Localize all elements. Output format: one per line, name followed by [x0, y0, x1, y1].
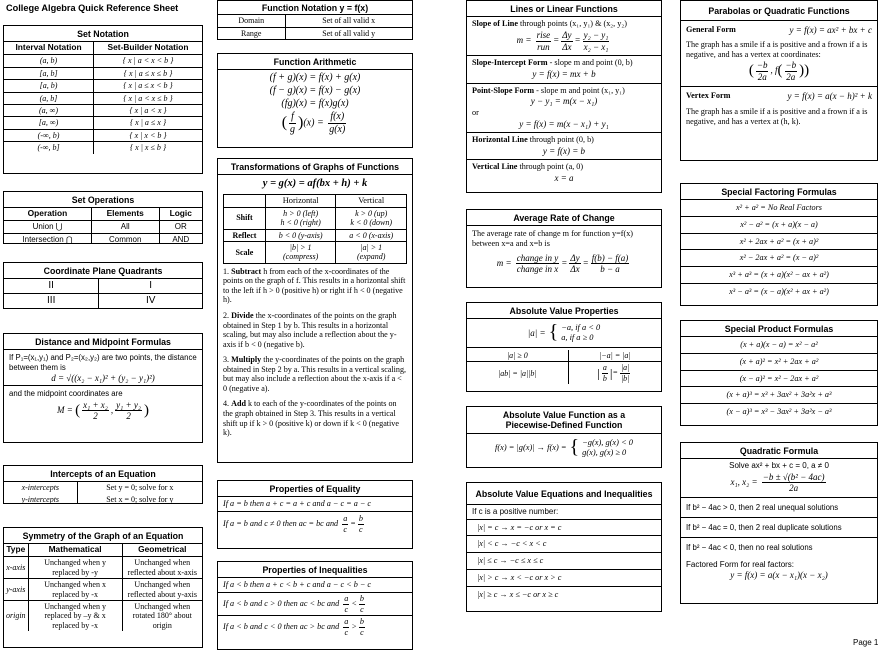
vl-formula: x = a	[554, 173, 574, 184]
symmetry-cell: y-axis	[4, 579, 28, 601]
symmetry-cell: origin	[4, 601, 28, 632]
set-notation-box	[3, 25, 203, 174]
symmetry-box	[3, 527, 203, 648]
set-builder-cell: { x | x ≤ b }	[94, 142, 202, 154]
set-notation-header: Set-Builder Notation	[94, 42, 202, 54]
distance-formula: d = √((x₂ − x₁)² + (y₂ − y₁)²)	[51, 372, 155, 383]
abs-equations-intro: If c is a positive number:	[467, 505, 661, 519]
distance-midpoint-title: Distance and Midpoint Formulas	[4, 334, 202, 350]
abs-def-lhs: |a| =	[527, 327, 546, 338]
abs-equation-row: |x| = c → x = −c or x = c	[467, 520, 661, 537]
quot-mid: (x) =	[303, 117, 324, 129]
set-builder-cell: { x | a < x }	[94, 105, 202, 117]
symmetry-cell: Unchanged when rotated 180° about origin	[122, 601, 202, 632]
general-form-label: General Form	[686, 25, 736, 35]
function-arithmetic-box	[217, 53, 413, 148]
interval-cell: (a, b]	[4, 92, 94, 104]
vertex-x-den: 2a	[757, 71, 767, 82]
symmetry-header: Type	[4, 544, 28, 556]
trans-cell: Shift	[224, 207, 266, 229]
slope-den: run	[537, 41, 550, 52]
discriminant-case: If b² − 4ac > 0, then 2 real unequal solutions	[681, 498, 877, 518]
fn-arith-prod: (fg)(x) = f(x)g(x)	[281, 97, 349, 109]
factored-label: Factored Form for real factors:	[686, 559, 795, 569]
linear-functions-title: Lines or Linear Functions	[467, 1, 661, 17]
ineq-frac-den: c	[360, 628, 364, 638]
quot-rhs-num: f(x)	[328, 111, 346, 124]
function-notation-box	[217, 0, 413, 40]
transformation-step: 3. Multiply the y-coordinates of the points on the graph obtained in Step 2 by a. This results in a vertical scaling, but may also include a reflection about the x-axis if a < 0 (negative a).	[223, 355, 407, 393]
point-slope-section	[467, 84, 661, 134]
average-rate-title: Average Rate of Change	[467, 210, 661, 226]
hl-text: through point (0, b)	[527, 135, 594, 145]
fn-notation-value: Set of all valid y	[285, 27, 412, 39]
equality-rule-1: If a = b then a + c = a + c and a − c = a − c	[218, 497, 412, 512]
ps-formula-2: y = f(x) = m(x − x₁) + y₁	[519, 118, 609, 129]
ineq-frac-den: c	[344, 628, 349, 638]
mid-x-num: x₁ + x₂	[83, 399, 108, 410]
intercept-label: y-intercepts	[4, 494, 77, 504]
abs-equation-row: |x| < c → −c < x < c	[467, 536, 661, 553]
abs-equation-row: |x| ≤ c → −c ≤ x ≤ c	[467, 553, 661, 570]
set-operations-header: Elements	[91, 208, 159, 220]
abs-q-num: |a|	[620, 363, 630, 373]
abs-piecewise-lhs: f(x) = |g(x)| → f(x) =	[495, 442, 567, 452]
properties-equality-box	[217, 480, 413, 549]
eq-frac-den: c	[343, 524, 348, 534]
quadrant-i: I	[99, 279, 202, 293]
set-notation-title: Set Notation	[4, 26, 202, 42]
ineq-frac-num: b	[359, 617, 364, 627]
ps-text: - slope m and point (x₁, y₁)	[534, 85, 625, 95]
quadratic-formula-section	[681, 459, 877, 498]
set-notation-row	[4, 105, 202, 117]
interval-cell: (a, b)	[4, 55, 94, 67]
abs-prop: |a| ≥ 0	[467, 350, 568, 362]
function-arithmetic-title: Function Arithmetic	[218, 54, 412, 70]
set-op-cell: OR	[159, 221, 202, 233]
trans-cell: a < 0 (x-axis)	[336, 229, 407, 241]
vertex-y-pre: , f	[770, 65, 778, 76]
symmetry-cell: Unchanged when y replaced by -y	[28, 557, 122, 579]
set-notation-header: Interval Notation	[4, 42, 94, 54]
slope-text: through points (x₁, y₁) & (x₂, y₂)	[520, 19, 627, 29]
abs-prop-quotient: | $\frac{a}{b}$ |= $\frac{|a|}{|b|}$	[568, 362, 661, 384]
trans-row	[224, 229, 407, 241]
quadratic-title: Quadratic Formula	[681, 443, 877, 459]
symmetry-cell: Unchanged when y replaced by –y & x replaced by -x	[28, 601, 122, 632]
symmetry-row	[4, 579, 202, 601]
si-text: - slope m and point (0, b)	[547, 58, 633, 68]
avg-num: change in y	[516, 252, 559, 263]
set-notation-row	[4, 67, 202, 79]
symmetry-cell: Unchanged when reflected about y-axis	[122, 579, 202, 601]
ineq-frac-rel: <	[351, 599, 357, 609]
hl-formula: y = f(x) = b	[542, 145, 586, 156]
ps-head: Point-Slope Form	[472, 85, 535, 95]
abs-q-num: a	[602, 363, 607, 373]
mid-x-den: 2	[93, 411, 98, 422]
avg-m: m =	[496, 257, 512, 268]
eq-frac-num: a	[343, 514, 348, 524]
mid-y-den: 2	[126, 411, 131, 422]
document-title: College Algebra Quick Reference Sheet	[6, 3, 179, 13]
abs-prop: |ab| = |a||b|	[467, 362, 568, 384]
trans-header	[224, 194, 266, 207]
factoring-formula: x³ − a³ = (x − a)(x² + ax + a²)	[729, 286, 829, 296]
eq-frac-num: b	[358, 514, 363, 524]
abs-def: |a| = { −a, if a < 0 a, if a ≥ 0	[467, 321, 661, 348]
slope-head: Slope of Line	[472, 19, 518, 29]
abs-piecewise-title: Absolute Value Function as a Piecewise-Defined Function	[467, 407, 661, 434]
set-notation-row	[4, 129, 202, 141]
abs-prop: |−a| = |a|	[568, 350, 661, 362]
slope-section	[467, 17, 661, 56]
slope-m: m =	[516, 35, 532, 46]
ineq-frac-num: a	[344, 594, 349, 604]
set-notation-row	[4, 80, 202, 92]
vertex-y-den: 2a	[786, 71, 796, 82]
midpoint-intro: and the midpoint coordinates are	[9, 389, 123, 399]
symmetry-cell: x-axis	[4, 557, 28, 579]
trans-header: Vertical	[336, 194, 407, 207]
factoring-formula: x² − a² = (x + a)(x − a)	[681, 217, 877, 234]
set-op-cell: All	[91, 221, 159, 233]
parabolas-title: Parabolas or Quadratic Functions	[681, 1, 877, 21]
symmetry-table	[4, 544, 202, 631]
factored-form-section	[681, 558, 877, 584]
interval-cell: (a, ∞)	[4, 105, 94, 117]
slope-den: Δx	[562, 41, 572, 52]
set-builder-cell: { x | a ≤ x < b }	[94, 80, 202, 92]
special-product-title: Special Product Formulas	[681, 321, 877, 337]
factored-formula: y = f(x) = a(x − x₁)(x − x₂)	[730, 570, 828, 581]
interval-cell: [a, ∞)	[4, 117, 94, 129]
factoring-formula: x³ + a³ = (x + a)(x² − ax + a²)	[681, 267, 877, 284]
trans-cell: |b| > 1 (compress)	[265, 241, 336, 263]
special-factoring-title: Special Factoring Formulas	[681, 184, 877, 200]
abs-q-den: b	[602, 373, 607, 383]
abs-props-title: Absolute Value Properties	[467, 303, 661, 319]
ineq-frac-den: c	[360, 604, 364, 614]
vertex-x-num: −b	[756, 60, 768, 71]
general-form-formula: y = f(x) = ax² + bx + c	[789, 25, 872, 36]
transformations-steps	[218, 264, 412, 438]
properties-inequalities-box	[217, 561, 413, 650]
abs-props-table	[467, 350, 661, 384]
si-head: Slope-Intercept Form	[472, 58, 548, 68]
set-op-cell: Union ⋃	[4, 221, 91, 233]
ineq-rule-2-text: If a < b and c > 0 then ac < bc and	[223, 599, 340, 609]
product-formula: (x + a)(x − a) = x² − a²	[681, 337, 877, 354]
set-operations-header: Logic	[159, 208, 202, 220]
slope-intercept-section	[467, 56, 661, 83]
slope-num: Δy	[562, 30, 572, 41]
product-formula: (x − a)³ = x³ − 3ax² + 3a²x − a³	[726, 407, 832, 417]
quot-lhs-num: f	[289, 111, 296, 124]
interval-cell: (-∞, b]	[4, 142, 94, 154]
trans-row	[224, 207, 407, 229]
eq-frac-den: c	[359, 524, 363, 534]
fn-notation-label: Range	[218, 27, 285, 39]
trans-cell: Reflect	[224, 229, 266, 241]
special-factoring-box	[680, 183, 878, 306]
vertex-form-label: Vertex Form	[686, 90, 731, 100]
transformations-table	[223, 194, 407, 264]
slope-num: y₂ − y₁	[583, 30, 609, 41]
abs-props-box	[466, 302, 662, 392]
set-op-cell: AND	[159, 233, 202, 244]
si-formula: y = f(x) = mx + b	[532, 68, 596, 79]
general-form-section	[681, 21, 877, 86]
ineq-frac-num: a	[344, 617, 349, 627]
trans-cell: |a| > 1 (expand)	[336, 241, 407, 263]
inequality-rule-1: If a < b then a + c < b + c and a − c < b − c	[218, 578, 412, 593]
symmetry-title: Symmetry of the Graph of an Equation	[4, 528, 202, 544]
discriminant-case: If b² − 4ac = 0, then 2 real duplicate solutions	[681, 518, 877, 538]
midpoint-formula: M = ( $\frac{\text{x₁ + x₂}}{2}$ , $\frac{\text{y₁ + y₂}}{2}$ )	[57, 399, 149, 422]
quadratic-formula	[686, 472, 872, 494]
quot-rhs-den: g(x)	[329, 123, 346, 135]
trans-cell: b < 0 (y-axis)	[265, 229, 336, 241]
inequality-rule-3	[218, 616, 412, 638]
trans-cell: h > 0 (left) h < 0 (right)	[265, 207, 336, 229]
fn-arith-quot: ( $\frac{f}{g}$ )(x) = $\frac{f(x)}{g(x)}$	[281, 110, 346, 135]
fn-arith-sum: (f + g)(x) = f(x) + g(x)	[269, 72, 361, 84]
avg-num: f(b) − f(a)	[591, 252, 629, 263]
vl-head: Vertical Line	[472, 162, 518, 172]
symmetry-header: Geometrical	[122, 544, 202, 556]
equality-rule-2	[218, 512, 412, 536]
abs-piecewise-formula: f(x) = |g(x)| → f(x) = { −g(x), g(x) < 0 g(x), g(x) ≥ 0	[495, 435, 633, 458]
slope-num: rise	[536, 30, 551, 41]
quadratic-cases	[681, 498, 877, 558]
ineq-frac-num: b	[359, 594, 364, 604]
quadrant-iv: IV	[99, 294, 202, 308]
trans-cell: k > 0 (up) k < 0 (down)	[336, 207, 407, 229]
set-builder-cell: { x | a ≤ x }	[94, 117, 202, 129]
intercepts-box	[3, 465, 203, 504]
set-builder-cell: { x | x < b }	[94, 129, 202, 141]
ineq-frac-rel: >	[351, 622, 357, 632]
vertical-line-section	[467, 160, 661, 186]
quadrant-iii: III	[4, 294, 99, 308]
product-formula: (x + a)² = x² + 2ax + a²	[681, 354, 877, 371]
set-operations-table	[4, 208, 202, 244]
quadrants-table	[4, 279, 202, 308]
set-notation-row	[4, 117, 202, 129]
set-op-cell: Intersection ⋂	[4, 233, 91, 244]
fn-arith-diff: (f − g)(x) = f(x) − g(x)	[269, 85, 361, 97]
quadratic-num: −b ± √(b² − 4ac)	[762, 471, 825, 482]
trans-cell: Scale	[224, 241, 266, 263]
interval-cell: (-∞, b)	[4, 129, 94, 141]
abs-equations-title: Absolute Value Equations and Inequalities	[467, 483, 661, 505]
special-factoring-list	[681, 200, 877, 299]
intercepts-title: Intercepts of an Equation	[4, 466, 202, 482]
mid-y-num: y₁ + y₂	[116, 399, 141, 410]
factoring-formula: x² − 2ax + a² = (x − a)²	[681, 250, 877, 267]
ps-formula-1: y − y₁ = m(x − x₁)	[530, 96, 598, 107]
slope-den: x₂ − x₁	[583, 41, 609, 52]
ineq-frac-den: c	[344, 604, 349, 614]
symmetry-header: Mathematical	[28, 544, 122, 556]
abs-q-rel: =	[612, 368, 618, 378]
quadratic-lhs: x₁, x₂ =	[730, 476, 758, 487]
set-builder-cell: { x | a < x < b }	[94, 55, 202, 67]
horizontal-line-section	[467, 133, 661, 160]
intercepts-table	[4, 482, 202, 504]
linear-functions-box	[466, 0, 662, 193]
transformations-box	[217, 158, 413, 463]
discriminant-case: If b² − 4ac < 0, then no real solutions	[686, 543, 813, 553]
transformation-step: 4. Add k to each of the y-coordinates of the points on the graph obtained in Step 3. This results in a vertical shift up if k > 0 (positive k) or down if k < 0 (negative k).	[223, 399, 399, 438]
hl-head: Horizontal Line	[472, 135, 528, 145]
transformation-step: 1. Subtract h from each of the x-coordinates of the points on the graph of f. This results in a horizontal shift to the left if h > 0 (positive h) or right if h < 0 (negative h).	[223, 266, 406, 305]
quadrants-box	[3, 262, 203, 309]
vertex-form-section	[681, 87, 877, 129]
abs-def-case: −a, if a < 0	[561, 323, 601, 333]
abs-equation-row: |x| > c → x < −c or x > c	[467, 570, 661, 587]
product-formula: (x + a)³ = x³ + 3ax² + 3a²x + a³	[681, 387, 877, 404]
transformations-title: Transformations of Graphs of Functions	[218, 159, 412, 175]
fn-notation-value: Set of all valid x	[285, 15, 412, 27]
eq-frac-rel: =	[350, 519, 356, 529]
ps-or: or	[472, 107, 479, 117]
abs-piecewise-box	[466, 406, 662, 468]
quadratic-solve: Solve ax² + bx + c = 0, a ≠ 0	[729, 461, 829, 471]
inequality-rule-2	[218, 593, 412, 616]
vertex-coords: ( $\frac{-b}{2a}$ , f( $\frac{-b}{2a}$ ))	[748, 60, 810, 82]
set-builder-cell: { x | a < x ≤ b }	[94, 92, 202, 104]
intercept-label: x-intercepts	[4, 482, 77, 493]
transformation-step: 2. Divide the x-coordinates of the points on the graph obtained in Step 1 by b. This results in a horizontal scaling, but may also include a reflection about the y-axis if b < 0 (negative b).	[223, 311, 397, 349]
set-notation-row	[4, 55, 202, 67]
avg-den: b − a	[600, 264, 620, 275]
set-operations-title: Set Operations	[4, 192, 202, 208]
set-operations-header: Operation	[4, 208, 91, 220]
parabolas-box	[680, 0, 878, 161]
avg-den: Δx	[570, 264, 580, 275]
transformations-formula: y = g(x) = af(bx + h) + k	[262, 178, 368, 190]
average-rate-formula: m = $\frac{\text{change in y}}{\text{change in x}}$ = $\frac{\Delta y}{\Delta x}$ = $\frac{f(b) - f(a)}{b - a}$	[496, 252, 629, 275]
properties-equality-title: Properties of Equality	[218, 481, 412, 497]
trans-row	[224, 241, 407, 263]
product-formula: (x − a)² = x² − 2ax + a²	[681, 371, 877, 388]
general-form-text: The graph has a smile if a is positive and a frown if a is negative, and has a vertex at coordinates:	[686, 39, 868, 59]
set-op-cell: Common	[91, 233, 159, 244]
avg-den: change in x	[516, 264, 559, 275]
interval-cell: [a, b)	[4, 80, 94, 92]
abs-piecewise-case: g(x), g(x) ≥ 0	[582, 447, 627, 457]
vertex-form-formula: y = f(x) = a(x − h)² + k	[787, 90, 872, 101]
vl-text: through point (a, 0)	[517, 162, 584, 172]
midpoint-lhs: M =	[57, 404, 73, 415]
abs-piecewise-case: −g(x), g(x) < 0	[582, 437, 633, 447]
quadratic-den: 2a	[789, 483, 799, 494]
set-builder-cell: { x | a ≤ x ≤ b }	[94, 67, 202, 79]
quot-lhs-den: g	[290, 123, 296, 135]
properties-inequalities-title: Properties of Inequalities	[218, 562, 412, 578]
fn-notation-label: Domain	[218, 15, 285, 27]
abs-equations-list	[467, 520, 661, 602]
factoring-formula: x² + 2ax + a² = (x + a)²	[681, 234, 877, 251]
set-notation-row	[4, 142, 202, 154]
abs-q-den: |b|	[620, 373, 630, 383]
set-operations-box	[3, 191, 203, 244]
factoring-formula: x² + a² = No Real Factors	[681, 200, 877, 217]
slope-formula: m = $\frac{\text{rise}}{\text{run}}$ = $\frac{\Delta y}{\Delta x}$ = $\frac{\text{y₂ − y₁}}{\text{x₂ − x₁}}$	[516, 30, 609, 52]
distance-midpoint-box	[3, 333, 203, 443]
quadrants-title: Coordinate Plane Quadrants	[4, 263, 202, 279]
equality-rule-2-text: If a = b and c ≠ 0 then ac = bc and	[223, 519, 339, 529]
symmetry-row	[4, 557, 202, 579]
symmetry-cell: Unchanged when x replaced by -x	[28, 579, 122, 601]
abs-equation-row: |x| ≥ c → x ≤ −c or x ≥ c	[477, 589, 559, 599]
function-notation-table	[218, 15, 412, 39]
quadrant-ii: II	[4, 279, 99, 293]
average-rate-text: The average rate of change m for function y=f(x) between x=a and x=b is	[472, 229, 634, 249]
intercept-rule: Set x = 0; solve for y	[77, 494, 202, 504]
abs-equations-box	[466, 482, 662, 612]
special-product-box	[680, 320, 878, 426]
average-rate-box	[466, 209, 662, 288]
function-notation-title: Function Notation y = f(x)	[218, 1, 412, 15]
quadratic-box	[680, 442, 878, 604]
page-number: Page 1	[853, 638, 879, 647]
vertex-form-text: The graph has a smile if a is positive and a frown if a is negative, and has a vertex at (h, k).	[686, 107, 868, 126]
avg-num: Δy	[570, 252, 580, 263]
set-notation-table	[4, 42, 202, 153]
symmetry-row	[4, 601, 202, 632]
set-notation-row	[4, 92, 202, 104]
ineq-rule-3-text: If a < b and c < 0 then ac > bc and	[223, 622, 340, 632]
symmetry-cell: Unchanged when reflected about x-axis	[122, 557, 202, 579]
interval-cell: [a, b]	[4, 67, 94, 79]
intercept-rule: Set y = 0; solve for x	[77, 482, 202, 493]
vertex-y-num: −b	[785, 60, 797, 71]
abs-def-case: a, if a ≥ 0	[561, 333, 594, 343]
distance-intro: If P₁=(x₁,y₁) and P₂=(x₂,y₂) are two points, the distance between them is	[9, 353, 197, 372]
special-product-list	[681, 337, 877, 419]
trans-header: Horizontal	[265, 194, 336, 207]
